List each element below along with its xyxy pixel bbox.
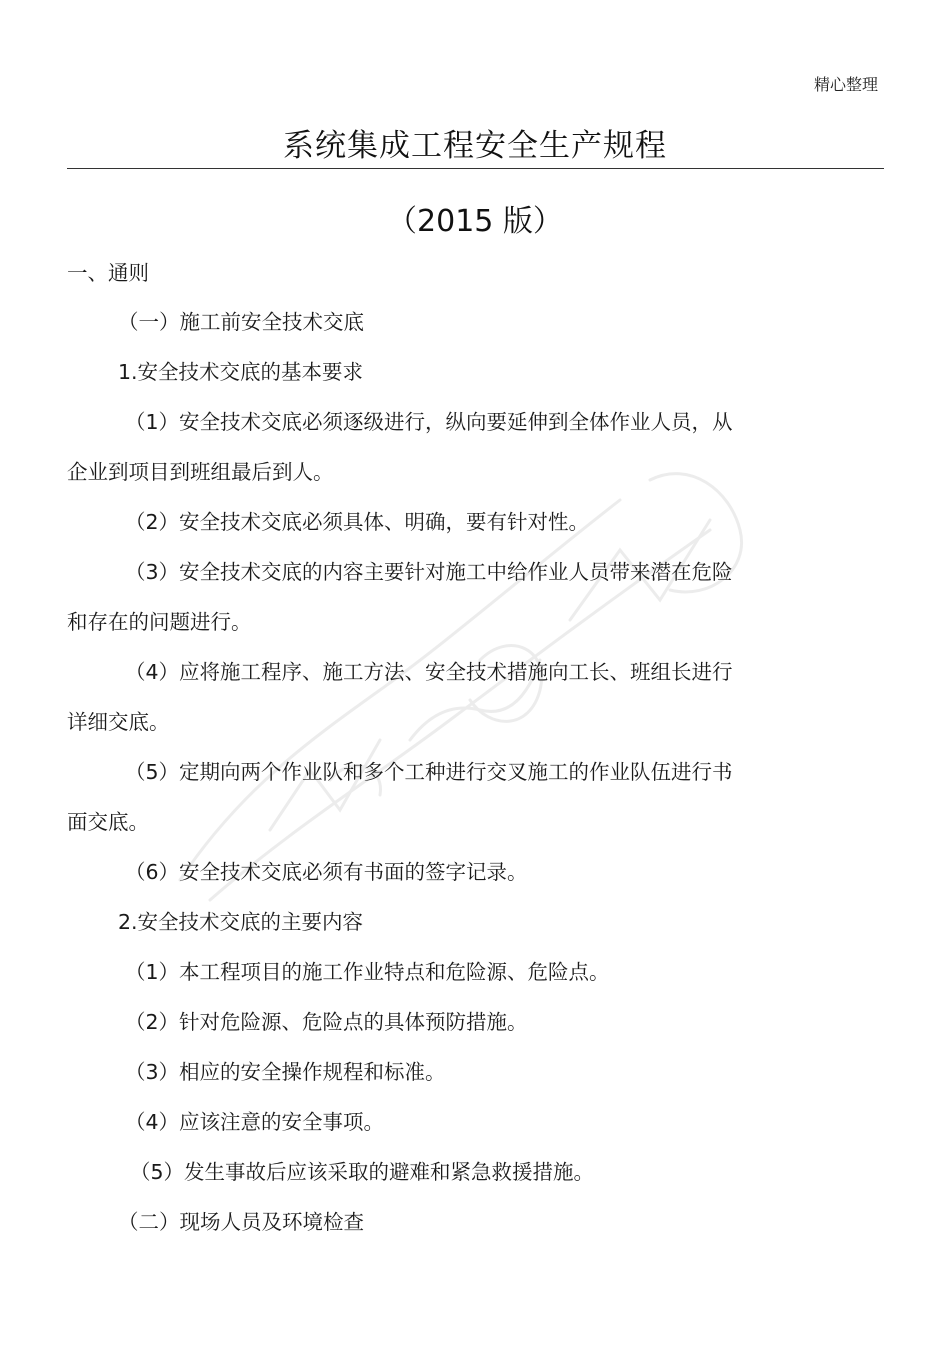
paragraph-line: （2）安全技术交底必须具体、明确，要有针对性。 bbox=[125, 510, 590, 534]
paragraph-line: （1）本工程项目的施工作业特点和危险源、危险点。 bbox=[125, 960, 610, 984]
paragraph-line: （6）安全技术交底必须有书面的签字记录。 bbox=[125, 860, 528, 884]
paragraph-line: 面交底。 bbox=[67, 810, 149, 834]
document-title: 系统集成工程安全生产规程 bbox=[283, 128, 667, 164]
paragraph-line: （4）应将施工程序、施工方法、安全技术措施向工长、班组长进行 bbox=[125, 660, 733, 684]
document-subtitle: （2015 版） bbox=[387, 204, 563, 239]
watermark-stamp bbox=[150, 360, 830, 920]
item-heading: 1.安全技术交底的基本要求 bbox=[118, 360, 364, 384]
paragraph-line: 详细交底。 bbox=[67, 710, 170, 734]
paragraph-line: 企业到项目到班组最后到人。 bbox=[67, 460, 334, 484]
title-divider bbox=[67, 168, 884, 169]
paragraph-line: （5）定期向两个作业队和多个工种进行交叉施工的作业队伍进行书 bbox=[125, 760, 733, 784]
section-heading: 一、通则 bbox=[67, 261, 149, 285]
paragraph-line: 和存在的问题进行。 bbox=[67, 610, 252, 634]
paragraph-line: （4）应该注意的安全事项。 bbox=[125, 1110, 385, 1134]
paragraph-line: （2）针对危险源、危险点的具体预防措施。 bbox=[125, 1010, 528, 1034]
paragraph-line: （3）安全技术交底的内容主要针对施工中给作业人员带来潜在危险 bbox=[125, 560, 733, 584]
paragraph-line: （5）发生事故后应该采取的避难和紧急救援措施。 bbox=[130, 1160, 595, 1184]
subsection-heading: （一）施工前安全技术交底 bbox=[118, 310, 364, 334]
paragraph-line: （1）安全技术交底必须逐级进行，纵向要延伸到全体作业人员，从 bbox=[125, 410, 733, 434]
subsection-heading: （二）现场人员及环境检查 bbox=[118, 1210, 364, 1234]
paragraph-line: （3）相应的安全操作规程和标准。 bbox=[125, 1060, 446, 1084]
item-heading: 2.安全技术交底的主要内容 bbox=[118, 910, 364, 934]
header-note: 精心整理 bbox=[813, 75, 878, 94]
